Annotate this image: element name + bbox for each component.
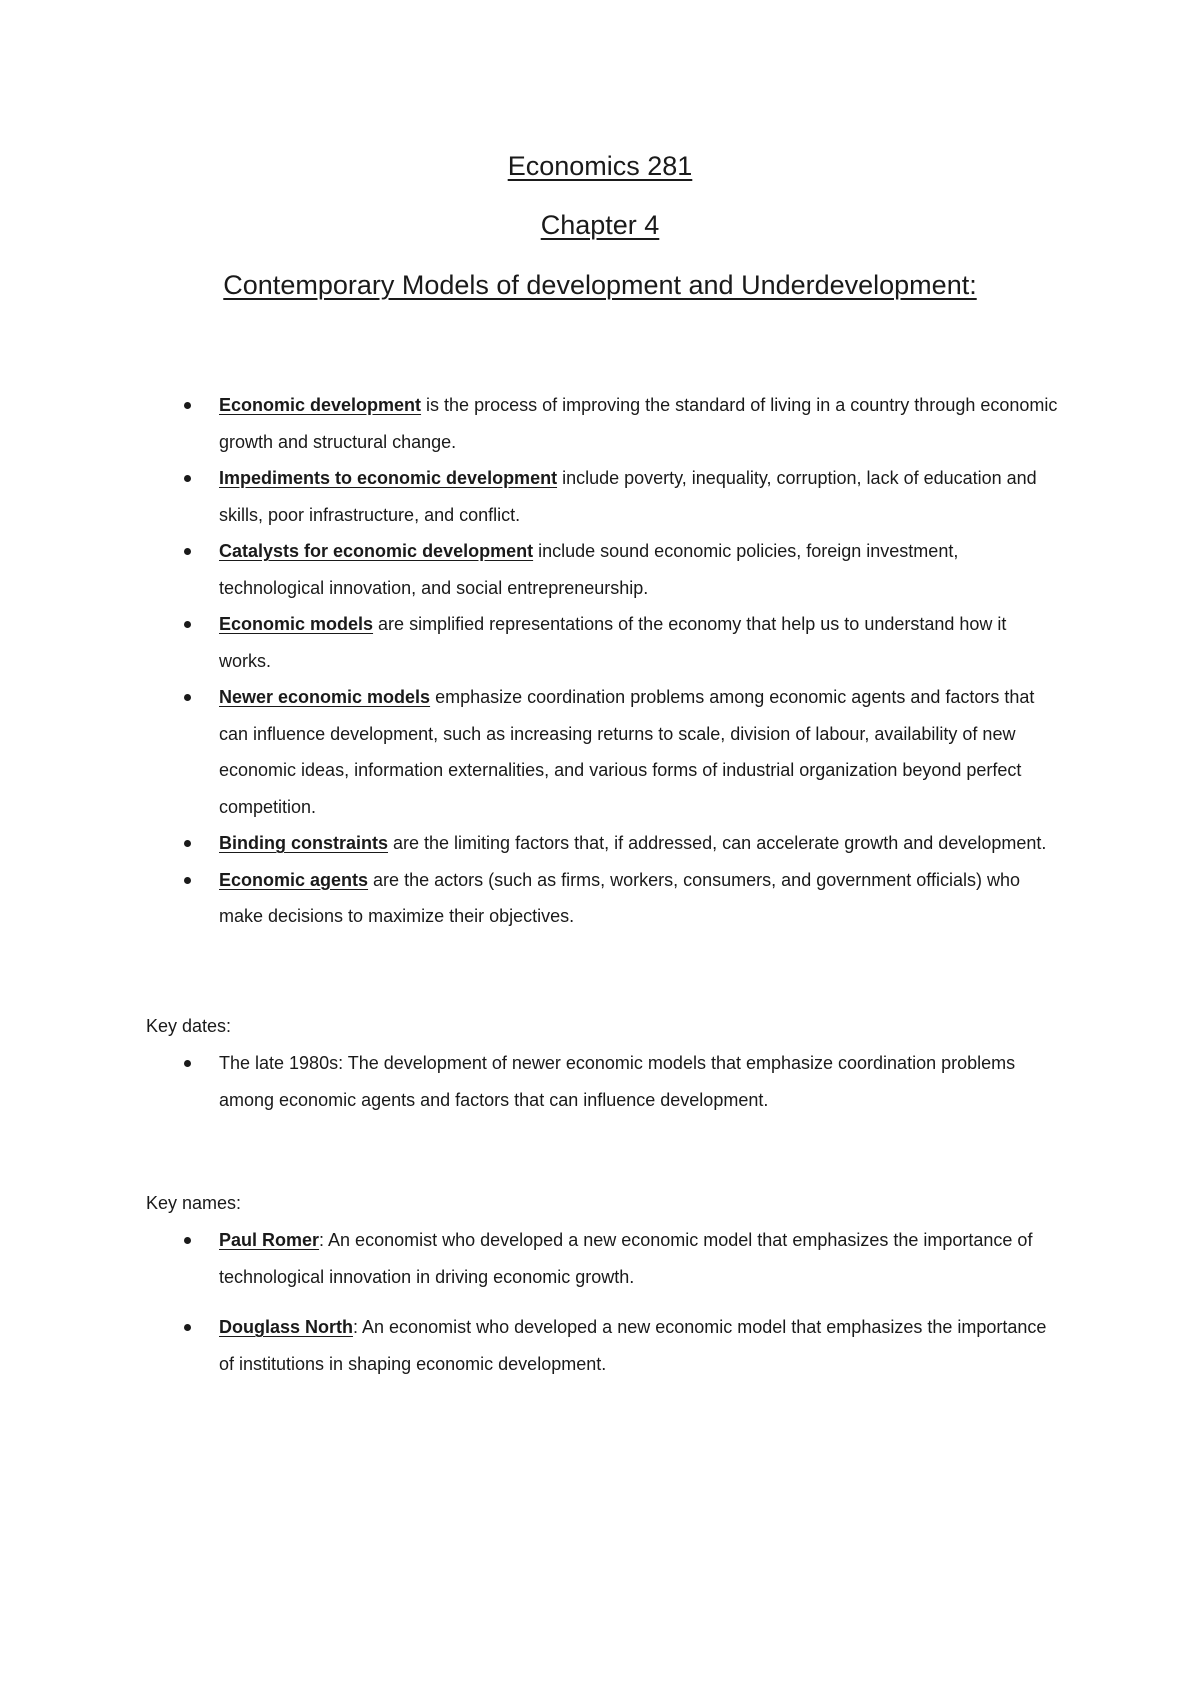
list-item: [0, 1045, 1059, 1118]
bullet-icon: [184, 840, 191, 847]
definition-term: Binding constraints: [219, 833, 389, 853]
definition-term: Economic development: [219, 395, 422, 415]
bullet-icon: [184, 877, 191, 884]
person-description: : An economist who developed a new economic model that emphasizes the importance of institutions in shaping economic development.: [219, 1317, 1047, 1374]
definition-text: emphasize coordination problems among economic agents and factors that can influence development, such as increasing returns to scale, division of labour, availability of new economic ideas, information externalities, and various forms of industrial organization beyond perfect competition.: [219, 687, 1035, 817]
key-date-text: The late 1980s: The development of newer economic models that emphasize coordination problems among economic agents and factors that can influence development.: [219, 1053, 1016, 1110]
bullet-icon: [184, 694, 191, 701]
list-item: [0, 1309, 1059, 1382]
person-description: : An economist who developed a new economic model that emphasizes the importance of technological innovation in driving economic growth.: [219, 1230, 1033, 1287]
definition-text: include sound economic policies, foreign investment, technological innovation, and social entrepreneurship.: [219, 541, 959, 598]
list-item: [0, 825, 1059, 862]
list-item: [0, 1222, 1059, 1295]
list-item: [0, 533, 1059, 606]
bullet-icon: [184, 402, 191, 409]
page-title-text: Contemporary Models of development and Underdevelopment:: [223, 270, 977, 300]
definition-text: include poverty, inequality, corruption, lack of education and skills, poor infrastructure, and conflict.: [219, 468, 1037, 525]
course-heading: [0, 151, 1200, 182]
bullet-icon: [184, 1060, 191, 1067]
person-name: Paul Romer: [219, 1230, 320, 1250]
definition-text: are the limiting factors that, if addressed, can accelerate growth and development.: [388, 833, 1047, 853]
bullet-icon: [184, 475, 191, 482]
definition-text: is the process of improving the standard of living in a country through economic growth and structural change.: [219, 395, 1058, 452]
key-names-list: [0, 1222, 1059, 1382]
key-names-label: Key names:: [146, 1193, 242, 1213]
list-item: [0, 862, 1059, 935]
definition-term: Catalysts for economic development: [219, 541, 534, 561]
list-item: [0, 679, 1059, 825]
definitions-list: [0, 387, 1059, 935]
chapter-heading: [0, 210, 1200, 241]
person-name: Douglass North: [219, 1317, 354, 1337]
key-dates-label: Key dates:: [146, 1016, 232, 1036]
bullet-icon: [184, 621, 191, 628]
definition-term: Impediments to economic development: [219, 468, 558, 488]
course-title: Economics 281: [507, 151, 693, 181]
key-dates-list: [0, 1045, 1059, 1118]
definition-term: Economic models: [219, 614, 374, 634]
chapter-title: Chapter 4: [540, 210, 660, 240]
list-item: [0, 460, 1059, 533]
bullet-icon: [184, 548, 191, 555]
list-item: [0, 387, 1059, 460]
bullet-icon: [184, 1324, 191, 1331]
definition-text: are simplified representations of the economy that help us to understand how it works.: [219, 614, 1007, 671]
definition-term: Newer economic models: [219, 687, 431, 707]
definition-text: are the actors (such as firms, workers, consumers, and government officials) who make decisions to maximize their objectives.: [219, 869, 1020, 926]
page-title: [0, 270, 1200, 301]
list-item: [0, 606, 1059, 679]
bullet-icon: [184, 1237, 191, 1244]
definition-term: Economic agents: [219, 869, 369, 890]
